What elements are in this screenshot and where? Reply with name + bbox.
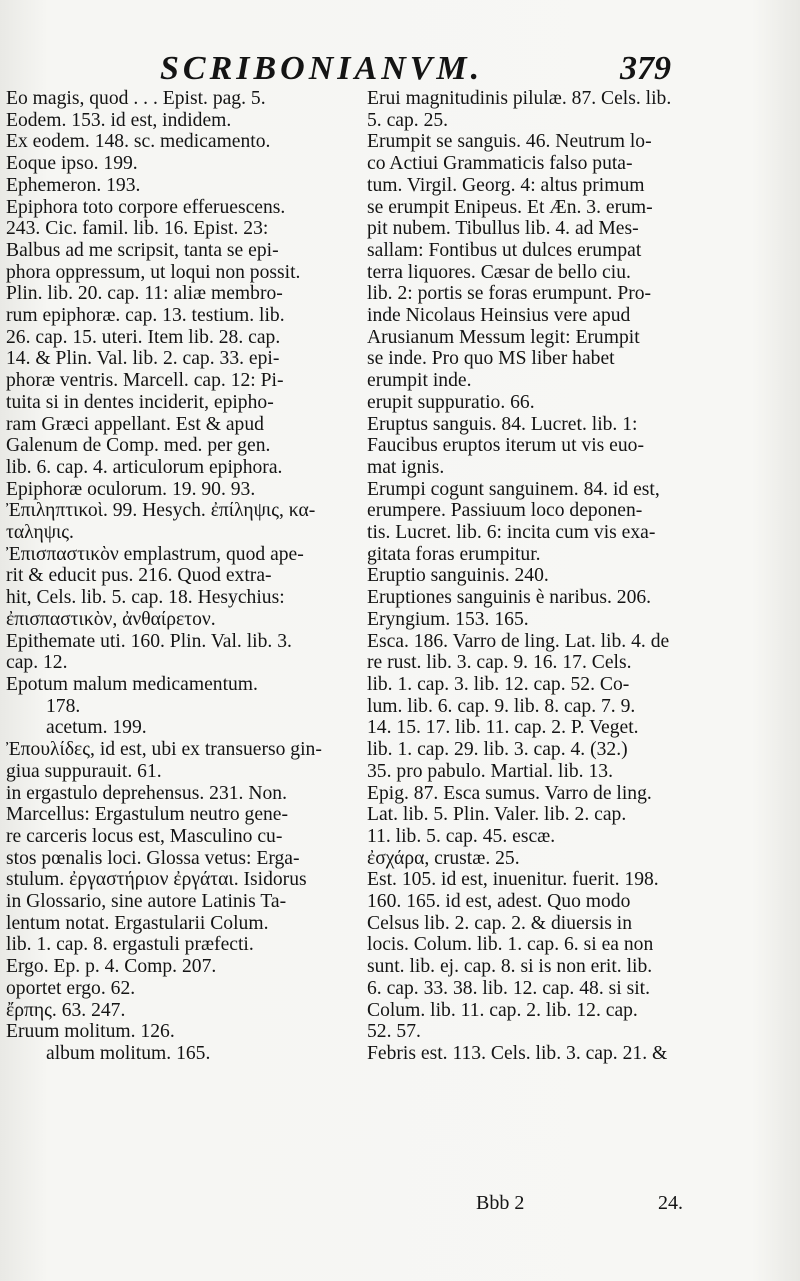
text-line: phora oppressum, ut loqui non possit.	[6, 261, 301, 283]
right-column	[367, 88, 719, 1065]
text-line: stos pœnalis loci. Glossa vetus: Erga-	[6, 847, 300, 869]
text-line: ἐσχάρα, crustæ. 25.	[367, 847, 520, 869]
text-line: sallam: Fontibus ut dulces erumpat	[367, 239, 642, 261]
text-line: lum. lib. 6. cap. 9. lib. 8. cap. 7. 9.	[367, 695, 636, 717]
text-line: Epiphora toto corpore efferuescens.	[6, 196, 286, 218]
text-line: lib. 1. cap. 29. lib. 3. cap. 4. (32.)	[367, 739, 628, 761]
text-line: gitata foras erumpitur.	[367, 543, 541, 565]
text-line: Ἐπισπαστικὸν emplastrum, quod ape-	[6, 543, 304, 565]
text-line: terra liquores. Cæsar de bello ciu.	[367, 261, 631, 283]
text-line: mat ignis.	[367, 456, 445, 478]
text-line: 26. cap. 15. uteri. Item lib. 28. cap.	[6, 326, 281, 348]
text-line: Esca. 186. Varro de ling. Lat. lib. 4. de	[367, 630, 670, 652]
text-line: 52. 57.	[367, 1021, 421, 1043]
text-line: ἐπισπαστικὸν, ἀνθαίρετον.	[6, 608, 216, 630]
text-line: lib. 1. cap. 8. ergastuli præfecti.	[6, 934, 254, 956]
text-line: Balbus ad me scripsit, tanta se epi-	[6, 239, 279, 261]
text-line: 6. cap. 33. 38. lib. 12. cap. 48. si sit.	[367, 977, 650, 999]
text-line: Eruum molitum. 126.	[6, 1021, 175, 1043]
text-line: locis. Colum. lib. 1. cap. 6. si ea non	[367, 934, 654, 956]
text-line: lib. 1. cap. 3. lib. 12. cap. 52. Co-	[367, 673, 630, 695]
text-line: ram Græci appellant. Est & apud	[6, 413, 264, 435]
text-line: Arusianum Messum legit: Erumpit	[367, 326, 640, 348]
text-line: 14. & Plin. Val. lib. 2. cap. 33. epi-	[6, 348, 280, 370]
text-line: album molitum. 165.	[46, 1042, 211, 1064]
text-line: inde Nicolaus Heinsius vere apud	[367, 305, 631, 327]
text-line: Febris est. 113. Cels. lib. 3. cap. 21. &	[367, 1042, 668, 1064]
signature-mark: Bbb 2	[476, 1192, 525, 1214]
text-line: tum. Virgil. Georg. 4: altus primum	[367, 174, 645, 196]
text-line: in ergastulo deprehensus. 231. Non.	[6, 782, 287, 804]
text-line: erumpit inde.	[367, 370, 472, 392]
text-line: co Actiui Grammaticis falso puta-	[367, 153, 633, 175]
text-line: re carceris locus est, Masculino cu-	[6, 825, 283, 847]
text-line: rum epiphoræ. cap. 13. testium. lib.	[6, 305, 285, 327]
text-line: 14. 15. 17. lib. 11. cap. 2. P. Veget.	[367, 717, 639, 739]
catchword: 24.	[658, 1192, 683, 1214]
text-line: 11. lib. 5. cap. 45. escæ.	[367, 825, 556, 847]
text-line: Erumpi cogunt sanguinem. 84. id est,	[367, 478, 660, 500]
text-line: Epotum malum medicamentum.	[6, 673, 258, 695]
text-line: Ἐπιληπτικοὶ. 99. Hesych. ἐπίληψις, κα-	[6, 500, 316, 522]
text-line: Eoque ipso. 199.	[6, 153, 138, 175]
text-line: Erumpit se sanguis. 46. Neutrum lo-	[367, 131, 652, 153]
text-line: phoræ ventris. Marcell. cap. 12: Pi-	[6, 370, 284, 392]
text-line: ἔρπης. 63. 247.	[6, 999, 126, 1021]
text-line: Ephemeron. 193.	[6, 174, 141, 196]
text-line: Marcellus: Ergastulum neutro gene-	[6, 804, 289, 826]
text-line: 178.	[46, 695, 81, 717]
text-line: se erumpit Enipeus. Et Æn. 3. erum-	[367, 196, 653, 218]
text-line: Faucibus eruptos iterum ut vis euo-	[367, 435, 644, 457]
text-line: Eruptiones sanguinis è naribus. 206.	[367, 587, 652, 609]
text-line: se inde. Pro quo MS liber habet	[367, 348, 615, 370]
text-line: in Glossario, sine autore Latinis Ta-	[6, 891, 287, 913]
text-line: cap. 12.	[6, 652, 68, 674]
text-line: Erui magnitudinis pilulæ. 87. Cels. lib.	[367, 88, 672, 109]
page-number: 379	[620, 50, 671, 87]
text-line: oportet ergo. 62.	[6, 977, 136, 999]
text-line: hit, Cels. lib. 5. cap. 18. Hesychius:	[6, 587, 285, 609]
text-line: Eryngium. 153. 165.	[367, 608, 529, 630]
text-line: lib. 2: portis se foras erumpunt. Pro-	[367, 283, 652, 305]
text-line: Eodem. 153. id est, indidem.	[6, 109, 232, 131]
text-line: Epig. 87. Esca sumus. Varro de ling.	[367, 782, 652, 804]
text-line: giua suppurauit. 61.	[6, 760, 162, 782]
text-line: Celsus lib. 2. cap. 2. & diuersis in	[367, 912, 633, 934]
text-line: 5. cap. 25.	[367, 109, 449, 131]
text-line: Est. 105. id est, inuenitur. fuerit. 198.	[367, 869, 659, 891]
text-line: Ex eodem. 148. sc. medicamento.	[6, 131, 271, 153]
text-line: Lat. lib. 5. Plin. Valer. lib. 2. cap.	[367, 804, 627, 826]
text-line: 243. Cic. famil. lib. 16. Epist. 23:	[6, 218, 269, 240]
text-line: tuita si in dentes inciderit, epipho-	[6, 391, 274, 413]
text-line: Colum. lib. 11. cap. 2. lib. 12. cap.	[367, 999, 638, 1021]
text-line: pit nubem. Tibullus lib. 4. ad Mes-	[367, 218, 639, 240]
text-line: Epithemate uti. 160. Plin. Val. lib. 3.	[6, 630, 292, 652]
text-line: erumpere. Passiuum loco deponen-	[367, 500, 643, 522]
text-line: lentum notat. Ergastularii Colum.	[6, 912, 269, 934]
text-line: ταληψις.	[6, 522, 74, 544]
text-line: re rust. lib. 3. cap. 9. 16. 17. Cels.	[367, 652, 632, 674]
text-line: acetum. 199.	[46, 717, 147, 739]
text-line: Ergo. Ep. p. 4. Comp. 207.	[6, 956, 217, 978]
text-line: stulum. ἐργαστήριον ἐργάται. Isidorus	[6, 869, 307, 891]
text-line: sunt. lib. ej. cap. 8. si is non erit. lib.	[367, 956, 653, 978]
left-column	[6, 88, 361, 1065]
text-line: tis. Lucret. lib. 6: incita cum vis exa-	[367, 522, 656, 544]
text-line: 160. 165. id est, adest. Quo modo	[367, 891, 631, 913]
text-line: rit & educit pus. 216. Quod extra-	[6, 565, 272, 587]
text-line: Galenum de Comp. med. per gen.	[6, 435, 271, 457]
text-line: Plin. lib. 20. cap. 11: aliæ membro-	[6, 283, 283, 305]
text-line: erupit suppuratio. 66.	[367, 391, 535, 413]
text-line: Epiphoræ oculorum. 19. 90. 93.	[6, 478, 256, 500]
running-head: SCRIBONIANVM.	[160, 50, 484, 87]
text-line: Eruptio sanguinis. 240.	[367, 565, 549, 587]
text-line: 35. pro pabulo. Martial. lib. 13.	[367, 760, 613, 782]
text-line: Eo magis, quod . . . Epist. pag. 5.	[6, 88, 266, 109]
text-line: lib. 6. cap. 4. articulorum epiphora.	[6, 456, 283, 478]
text-line: Ἐπουλίδες, id est, ubi ex transuerso gin-	[6, 739, 322, 761]
text-line: Eruptus sanguis. 84. Lucret. lib. 1:	[367, 413, 638, 435]
